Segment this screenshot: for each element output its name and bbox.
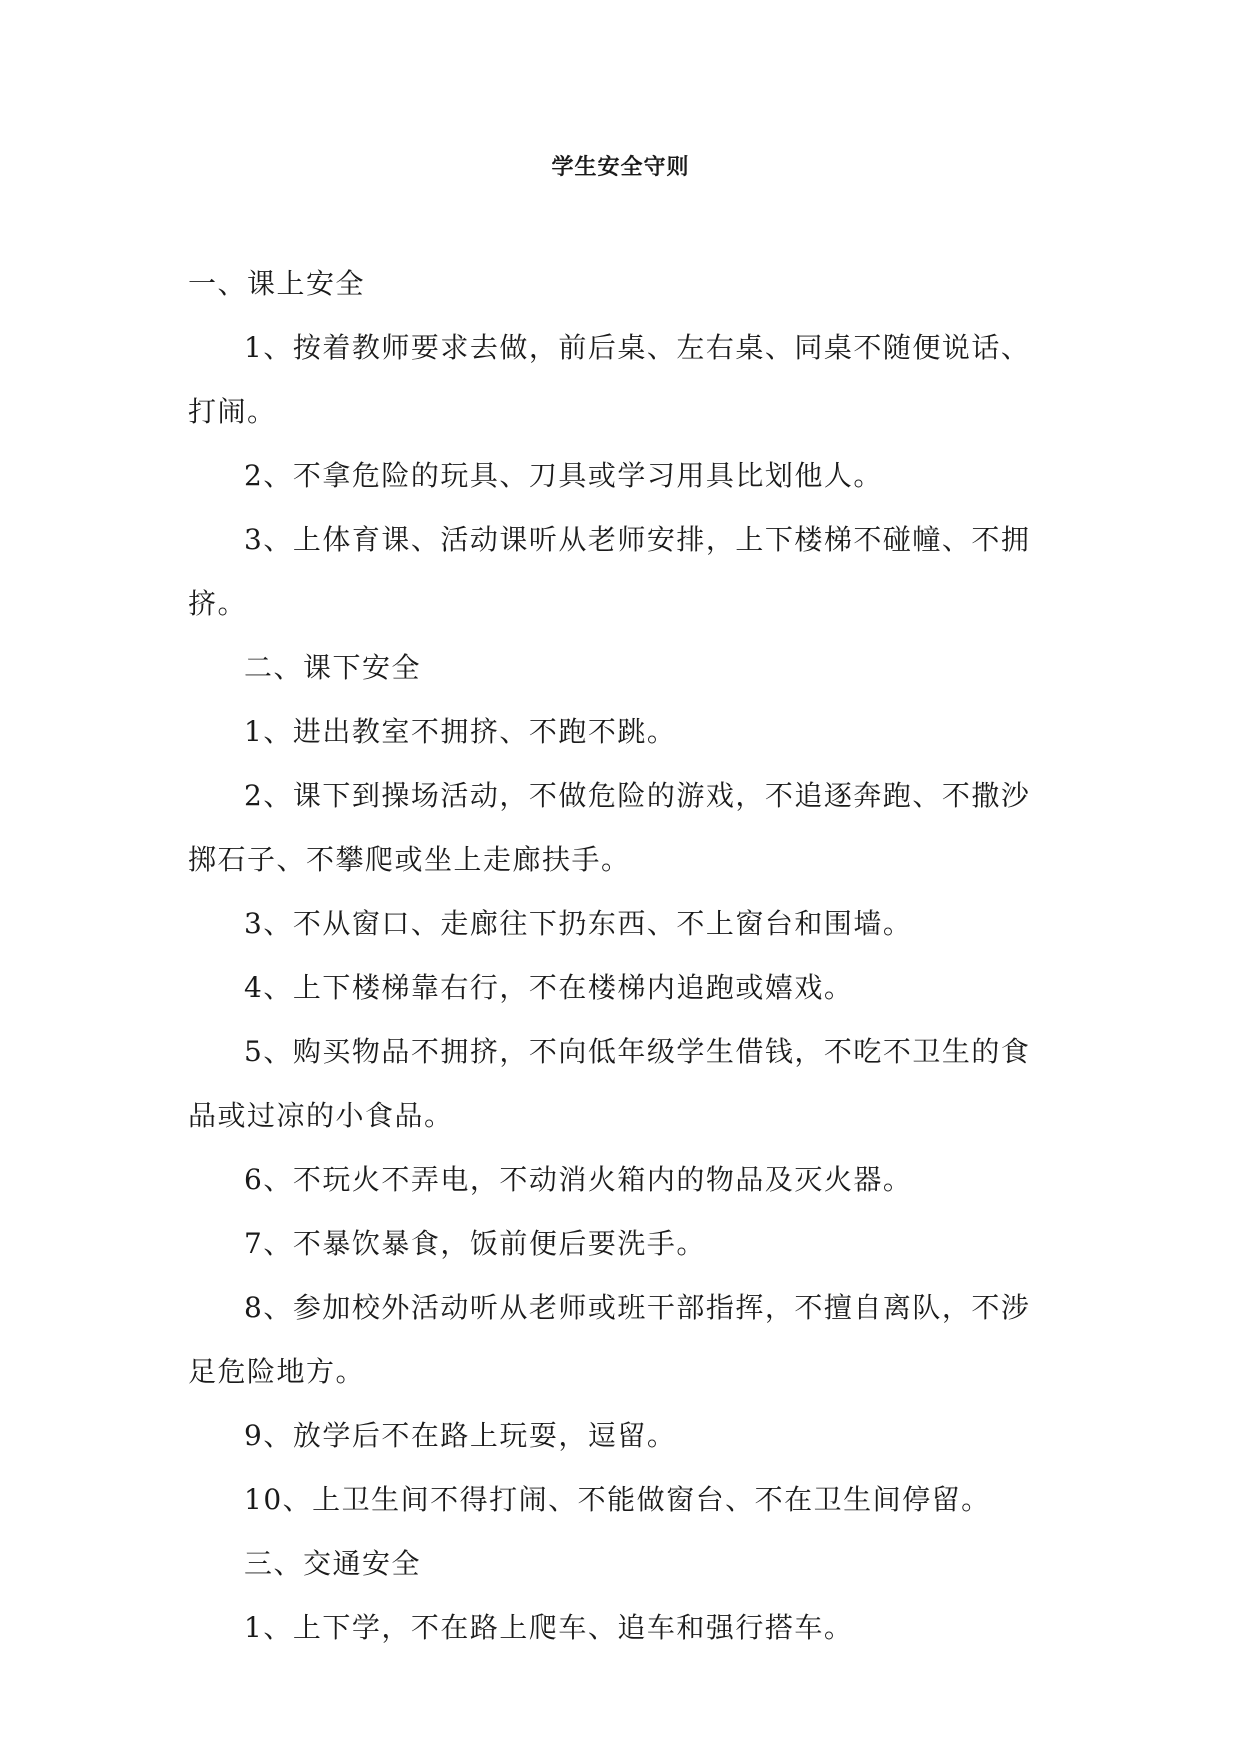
paragraph-item: 1、按着教师要求去做，前后桌、左右桌、同桌不随便说话、打闹。 — [188, 331, 1031, 428]
section-heading-1: 一、课上安全 — [188, 267, 366, 300]
paragraph-item: 3、上体育课、活动课听从老师安排，上下楼梯不碰幢、不拥挤。 — [188, 523, 1031, 620]
paragraph-item: 6、不玩火不弄电，不动消火箱内的物品及灭火器。 — [244, 1163, 913, 1196]
paragraph-item: 9、放学后不在路上玩耍，逗留。 — [244, 1419, 677, 1452]
paragraph-item: 7、不暴饮暴食，饭前便后要洗手。 — [244, 1227, 706, 1260]
paragraph-item: 10、上卫生间不得打闹、不能做窗台、不在卫生间停留。 — [244, 1483, 991, 1516]
paragraph-item: 1、上下学，不在路上爬车、追车和强行搭车。 — [244, 1611, 854, 1644]
paragraph-item: 3、不从窗口、走廊往下扔东西、不上窗台和围墙。 — [244, 907, 913, 940]
section-heading-3: 三、交通安全 — [244, 1547, 422, 1580]
section-heading-2: 二、课下安全 — [244, 651, 422, 684]
paragraph-item: 8、参加校外活动听从老师或班干部指挥，不擅自离队，不涉足危险地方。 — [188, 1291, 1031, 1388]
document-body — [188, 252, 1054, 1660]
paragraph-item: 1、进出教室不拥挤、不跑不跳。 — [244, 715, 677, 748]
paragraph-item: 5、购买物品不拥挤，不向低年级学生借钱，不吃不卫生的食品或过凉的小食品。 — [188, 1035, 1031, 1132]
paragraph-item: 2、不拿危险的玩具、刀具或学习用具比划他人。 — [244, 459, 883, 492]
paragraph-item: 2、课下到操场活动，不做危险的游戏，不追逐奔跑、不撒沙掷石子、不攀爬或坐上走廊扶手。 — [188, 779, 1031, 876]
paragraph-item: 4、上下楼梯靠右行，不在楼梯内追跑或嬉戏。 — [244, 971, 854, 1004]
document-title: 学生安全守则 — [551, 154, 690, 180]
